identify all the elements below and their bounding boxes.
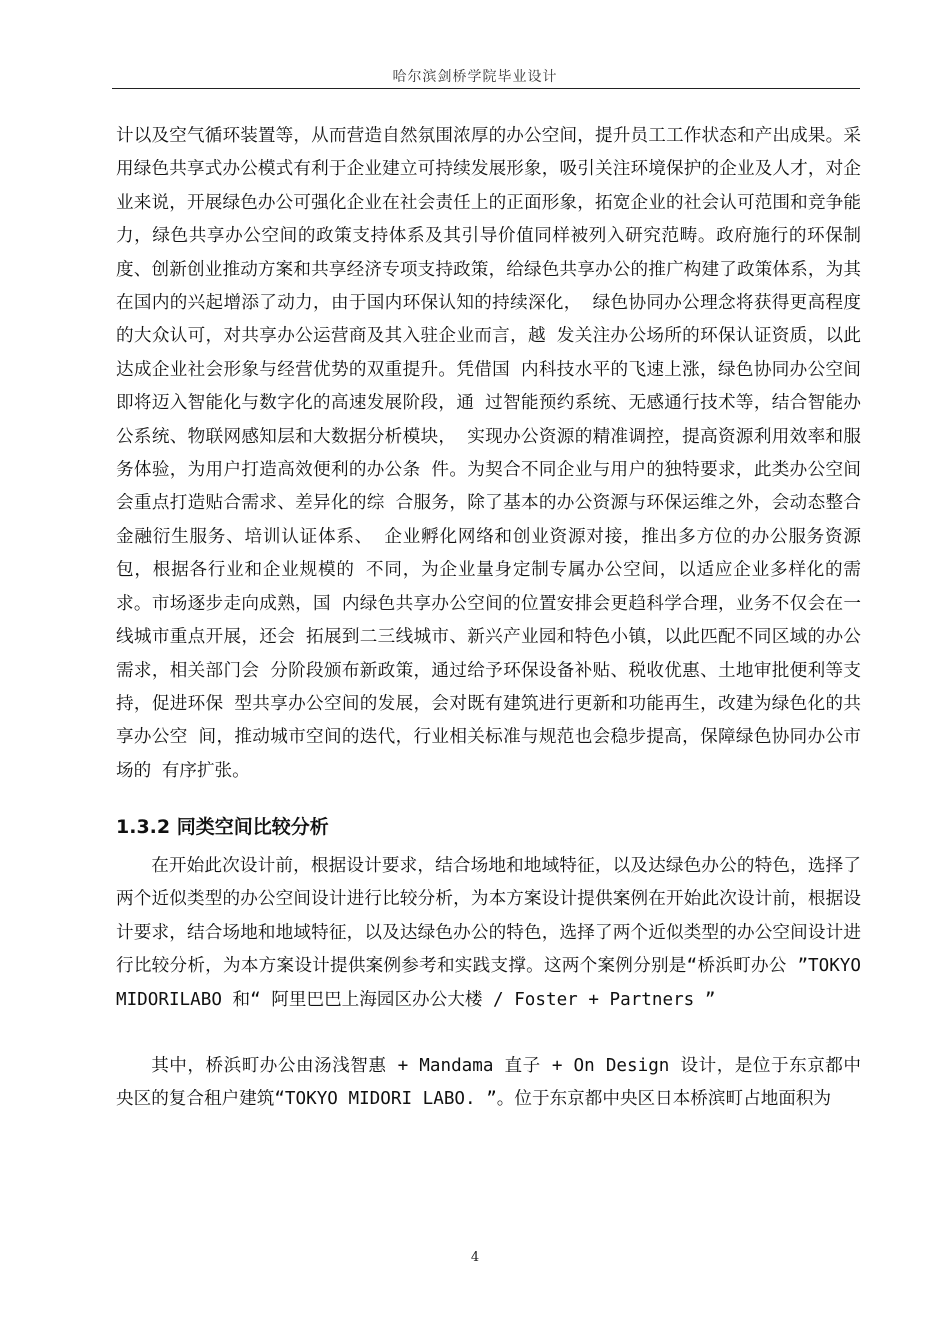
header-divider [112,88,860,89]
paragraph-case-comparison: 在开始此次设计前，根据设计要求，结合场地和地域特征，以及达绿色办公的特色，选择了两个近似类型的办公空间设计进行比较分析，为本方案设计提供案例在开始此次设计前，根据设计要求，结合场地和地域特征，以及达绿色办公的特色，选择了两个近似类型的办公空间设计进行比较分析，为本方案设计提供案例参考和实践支撑。这两个案例分别是“桥浜町办公 ”TOKYO MIDORILABO 和“ 阿里巴巴上海园区办公大楼 / Foster + Partners ” [116,856,861,1010]
page-header-title: 哈尔滨剑桥学院毕业设计 [392,69,558,85]
page-number: 4 [470,1250,480,1265]
paragraph-case-tokyo: 其中，桥浜町办公由汤浅智惠 + Mandama 直子 + On Design 设计，是位于东京都中央区的复合租户建筑“TOKYO MIDORI LABO. ”。位于东京都中央区日本桥滨町占地面积为 [116,1056,861,1110]
section-heading: 1.3.2 同类空间比较分析 [116,816,329,838]
paragraph-green-office-trends: 计以及空气循环装置等，从而营造自然氛围浓厚的办公空间，提升员工工作状态和产出成果。采用绿色共享式办公模式有利于企业建立可持续发展形象，吸引关注环境保护的企业及人才，对企业来说，开展绿色办公可强化企业在社会责任上的正面形象，拓宽企业的社会认可范围和竞争能力，绿色共享办公空间的政策支持体系及其引导价值同样被列入研究范畴。政府施行的环保制度、创新创业推动方案和共享经济专项支持政策，给绿色共享办公的推广构建了政策体系，为其在国内的兴起增添了动力，由于国内环保认知的持续深化， 绿色协同办公理念将获得更高程度的大众认可，对共享办公运营商及其入驻企业而言，越 发关注办公场所的环保认证资质，以此达成企业社会形象与经营优势的双重提升。凭借国 内科技水平的飞速上涨，绿色协同办公空间即将迈入智能化与数字化的高速发展阶段，通 过智能预约系统、无感通行技术等，结合智能办公系统、物联网感知层和大数据分析模块， 实现办公资源的精准调控，提高资源利用效率和服务体验，为用户打造高效便利的办公条 件。为契合不同企业与用户的独特要求，此类办公空间会重点打造贴合需求、差异化的综 合服务，除了基本的办公资源与环保运维之外，会动态整合金融衍生服务、培训认证体系、 企业孵化网络和创业资源对接，推出多方位的办公服务资源包，根据各行业和企业规模的 不同，为企业量身定制专属办公空间，以适应企业多样化的需求。市场逐步走向成熟，国 内绿色共享办公空间的位置安排会更趋科学合理，业务不仅会在一线城市重点开展，还会 拓展到二三线城市、新兴产业园和特色小镇，以此匹配不同区域的办公需求，相关部门会 分阶段颁布新政策，通过给予环保设备补贴、税收优惠、土地审批便利等支持，促进环保 型共享办公空间的发展，会对既有建筑进行更新和功能再生，改建为绿色化的共享办公空 间，推动城市空间的迭代，行业相关标准与规范也会稳步提高，保障绿色协同办公市场的 有序扩张。 [116,126,861,781]
